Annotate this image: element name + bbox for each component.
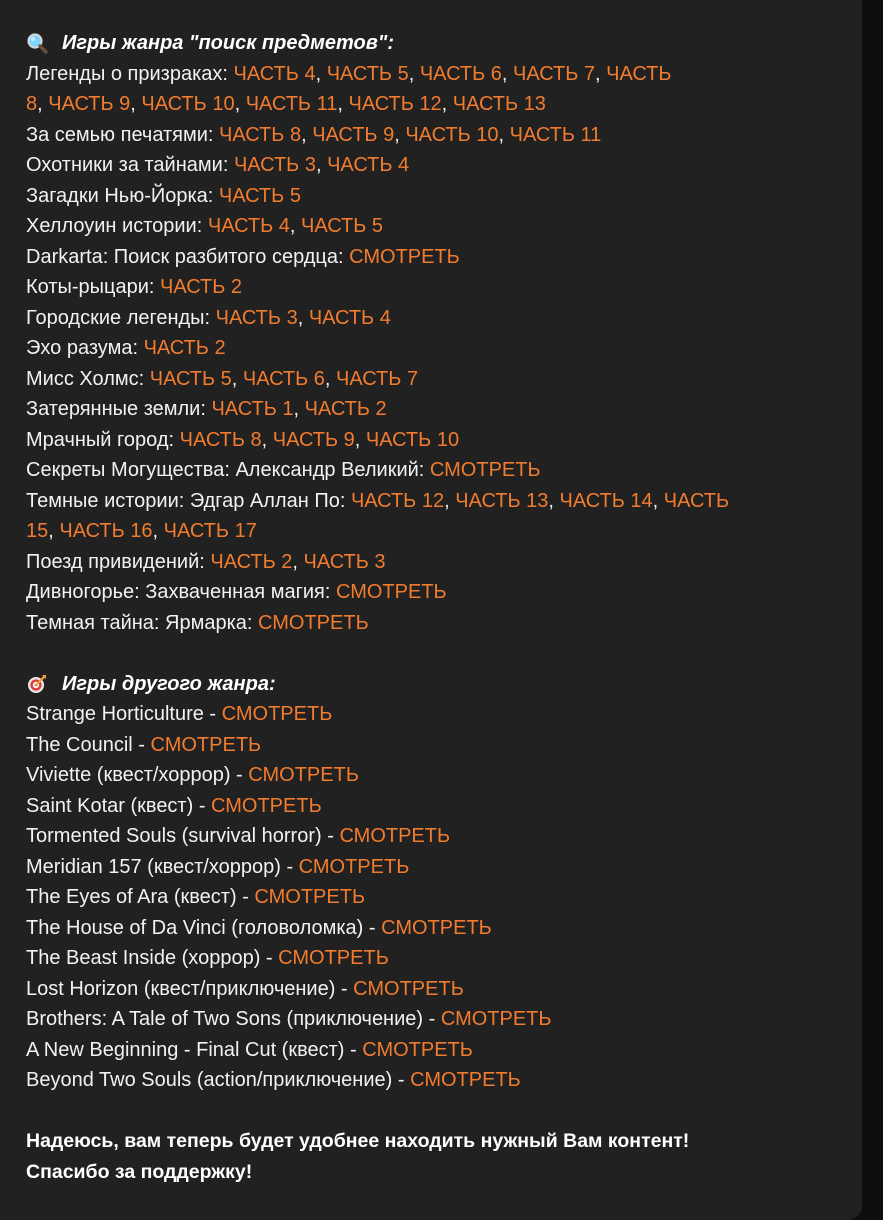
watch-link[interactable]: СМОТРЕТЬ	[150, 733, 262, 756]
watch-link[interactable]: ЧАСТЬ 1	[211, 398, 294, 420]
watch-link[interactable]: ЧАСТЬ 4	[207, 215, 290, 237]
list-item	[26, 547, 862, 578]
list-item	[26, 608, 862, 639]
watch-link[interactable]: ЧАСТЬ 3	[233, 154, 316, 176]
separator: ,	[501, 62, 513, 85]
separator: ,	[337, 93, 349, 115]
watch-link[interactable]: СМОТРЕТЬ	[362, 1038, 473, 1061]
separator: ,	[498, 123, 510, 146]
watch-link[interactable]: СМОТРЕТЬ	[248, 764, 359, 786]
list-item	[26, 333, 862, 364]
watch-link[interactable]: 15	[26, 520, 49, 542]
separator: ,	[292, 550, 304, 573]
list-item	[26, 455, 862, 486]
watch-link[interactable]: СМОТРЕТЬ	[440, 1008, 552, 1030]
separator: ,	[548, 489, 560, 512]
list-item	[26, 791, 862, 822]
list-item	[26, 699, 862, 730]
watch-link[interactable]: СМОТРЕТЬ	[410, 1069, 521, 1091]
list-item	[26, 882, 862, 913]
watch-link[interactable]: ЧАСТЬ 7	[336, 367, 419, 390]
list-item	[26, 364, 862, 395]
game-title: Легенды о призраках:	[26, 62, 234, 85]
watch-link[interactable]: СМОТРЕТЬ	[254, 886, 366, 908]
watch-link[interactable]: ЧАСТЬ 5	[301, 215, 384, 237]
magnifier-icon	[26, 32, 48, 54]
closing-message: Надеюсь, вам теперь будет удобнее находить нужный Вам контент!	[26, 1130, 690, 1152]
watch-link[interactable]: СМОТРЕТЬ	[381, 916, 492, 939]
game-title: The Beast Inside (хоррор) -	[26, 947, 279, 969]
watch-link[interactable]: ЧАСТЬ 12	[350, 489, 445, 512]
watch-link[interactable]: ЧАСТЬ 16	[59, 520, 153, 542]
list-item	[26, 486, 862, 517]
separator: ,	[444, 489, 456, 512]
watch-link[interactable]: ЧАСТЬ 5	[326, 62, 409, 85]
target-icon	[26, 673, 48, 695]
game-title: Мрачный город:	[26, 428, 180, 451]
hidden-object-game-list	[26, 59, 862, 639]
watch-link[interactable]: ЧАСТЬ 4	[308, 306, 391, 329]
watch-link[interactable]: ЧАСТЬ 2	[160, 276, 243, 298]
list-item	[26, 760, 862, 791]
watch-link[interactable]: ЧАСТЬ 8	[179, 428, 262, 451]
game-title: The Eyes of Ara (квест) -	[26, 886, 255, 908]
separator: ,	[297, 306, 309, 329]
list-item	[26, 1065, 862, 1096]
list-item	[26, 211, 862, 242]
separator: ,	[261, 428, 273, 451]
watch-link[interactable]: ЧАСТЬ 13	[452, 93, 546, 115]
separator: ,	[354, 428, 366, 451]
watch-link[interactable]: ЧАСТЬ 14	[559, 489, 653, 512]
list-item	[26, 730, 862, 761]
separator: ,	[408, 62, 420, 85]
watch-link[interactable]: ЧАСТЬ 4	[327, 154, 410, 176]
watch-link[interactable]: ЧАСТЬ 9	[48, 93, 131, 115]
other-genre-game-list	[26, 699, 862, 1096]
watch-link[interactable]: СМОТРЕТЬ	[339, 825, 451, 847]
section-title-text: Игры жанра "поиск предметов":	[62, 32, 394, 54]
watch-link[interactable]: ЧАСТЬ 4	[233, 62, 316, 85]
list-item	[26, 852, 862, 883]
separator: ,	[441, 93, 453, 115]
game-title: Strange Horticulture -	[26, 703, 222, 725]
watch-link[interactable]: ЧАСТЬ	[606, 62, 672, 85]
list-item	[26, 303, 862, 334]
watch-link[interactable]: СМОТРЕТЬ	[349, 245, 460, 268]
game-title: Viviette (квест/хоррор) -	[26, 764, 249, 786]
watch-link[interactable]: СМОТРЕТЬ	[258, 611, 369, 634]
game-title: Beyond Two Souls (action/приключение) -	[26, 1069, 411, 1091]
watch-link[interactable]: ЧАСТЬ 8	[219, 123, 302, 146]
separator: ,	[394, 123, 406, 146]
game-title: Темная тайна: Ярмарка:	[26, 611, 259, 634]
watch-link[interactable]: ЧАСТЬ 3	[303, 550, 386, 573]
watch-link[interactable]: ЧАСТЬ 5	[218, 184, 301, 207]
watch-link[interactable]: СМОТРЕТЬ	[298, 855, 410, 878]
game-title: The House of Da Vinci (головоломка) -	[26, 916, 382, 939]
game-title: Мисс Холмс:	[26, 367, 150, 390]
game-title: A New Beginning - Final Cut (квест) -	[26, 1038, 363, 1061]
game-title: Meridian 157 (квест/хоррор) -	[26, 855, 299, 878]
watch-link[interactable]: СМОТРЕТЬ	[353, 977, 464, 1000]
watch-link[interactable]: ЧАСТЬ 11	[509, 123, 602, 146]
game-title: Хеллоуин истории:	[26, 215, 208, 237]
game-title: Городские легенды:	[26, 306, 216, 329]
watch-link[interactable]: ЧАСТЬ 12	[348, 93, 442, 115]
list-item	[26, 943, 862, 974]
watch-link[interactable]: ЧАСТЬ	[663, 489, 730, 512]
separator: ,	[315, 62, 327, 85]
game-title: За семью печатями:	[26, 123, 220, 146]
game-title: Охотники за тайнами:	[26, 154, 234, 176]
watch-link[interactable]: ЧАСТЬ 9	[272, 428, 355, 451]
separator: ,	[324, 367, 337, 390]
separator: ,	[130, 93, 142, 115]
watch-link[interactable]: СМОТРЕТЬ	[429, 459, 541, 481]
list-item	[26, 913, 862, 944]
separator: ,	[289, 215, 302, 237]
watch-link[interactable]: ЧАСТЬ 11	[245, 93, 338, 115]
separator: ,	[231, 367, 243, 390]
game-title: Дивногорье: Захваченная магия:	[26, 581, 336, 603]
watch-link[interactable]: ЧАСТЬ 6	[242, 367, 325, 390]
list-item	[26, 59, 862, 90]
separator: ,	[48, 520, 60, 542]
list-item	[26, 150, 862, 181]
watch-link[interactable]: СМОТРЕТЬ	[211, 794, 322, 817]
list-item	[26, 242, 862, 273]
separator: ,	[315, 154, 328, 176]
separator: ,	[293, 398, 305, 420]
watch-link[interactable]: ЧАСТЬ 10	[365, 428, 460, 451]
separator: ,	[234, 93, 246, 115]
list-item	[26, 1004, 862, 1035]
game-title: Темные истории: Эдгар Аллан По:	[26, 489, 351, 512]
separator: ,	[595, 62, 607, 85]
list-item	[26, 425, 862, 456]
watch-link[interactable]: ЧАСТЬ 13	[455, 489, 549, 512]
list-item	[26, 974, 862, 1005]
watch-link[interactable]: 8	[26, 93, 38, 115]
watch-link[interactable]: ЧАСТЬ 2	[304, 398, 387, 420]
game-title: Lost Horizon (квест/приключение) -	[26, 977, 354, 1000]
spacer	[26, 638, 862, 669]
game-title: Darkarta: Поиск разбитого сердца:	[26, 245, 350, 268]
spacer	[26, 1096, 862, 1127]
list-item	[26, 181, 862, 212]
game-title: Saint Kotar (квест) -	[26, 794, 212, 817]
game-title: Коты-рыцари:	[26, 276, 161, 298]
watch-link[interactable]: ЧАСТЬ 6	[419, 62, 502, 85]
section-title-text: Игры другого жанра:	[62, 672, 276, 695]
watch-link[interactable]: ЧАСТЬ 2	[210, 550, 293, 573]
watch-link[interactable]: ЧАСТЬ 9	[312, 123, 395, 146]
list-item	[26, 1035, 862, 1066]
list-item	[26, 821, 862, 852]
separator: ,	[152, 520, 164, 542]
game-title: Эхо разума:	[26, 337, 144, 359]
list-item	[26, 120, 862, 151]
list-item	[26, 577, 862, 608]
list-item	[26, 89, 862, 120]
watch-link[interactable]: ЧАСТЬ 2	[143, 337, 226, 359]
game-title: Tormented Souls (survival horror) -	[26, 825, 340, 847]
separator: ,	[37, 93, 49, 115]
game-title: Поезд привидений:	[26, 550, 211, 573]
game-title: Затерянные земли:	[26, 398, 212, 420]
separator: ,	[652, 489, 664, 512]
watch-link[interactable]: СМОТРЕТЬ	[335, 581, 447, 603]
watch-link[interactable]: ЧАСТЬ 3	[215, 306, 298, 329]
watch-link[interactable]: ЧАСТЬ 10	[405, 123, 499, 146]
thanks-message: Спасибо за поддержку!	[26, 1160, 253, 1183]
section-title-other-genre	[26, 669, 862, 700]
game-title: Brothers: A Tale of Two Sons (приключение) -	[26, 1008, 441, 1030]
watch-link[interactable]: ЧАСТЬ 10	[141, 93, 235, 115]
watch-link[interactable]: ЧАСТЬ 7	[513, 62, 596, 85]
list-item	[26, 394, 862, 425]
watch-link[interactable]: СМОТРЕТЬ	[221, 703, 333, 725]
list-item	[26, 516, 862, 547]
game-title: The Council -	[26, 733, 151, 756]
game-title: Секреты Могущества: Александр Великий:	[26, 459, 430, 481]
separator: ,	[301, 123, 313, 146]
list-item	[26, 272, 862, 303]
watch-link[interactable]: ЧАСТЬ 17	[163, 520, 257, 542]
watch-link[interactable]: СМОТРЕТЬ	[278, 947, 389, 969]
section-title-hidden-object	[26, 28, 862, 59]
watch-link[interactable]: ЧАСТЬ 5	[149, 367, 232, 390]
game-title: Загадки Нью-Йорка:	[26, 184, 219, 207]
